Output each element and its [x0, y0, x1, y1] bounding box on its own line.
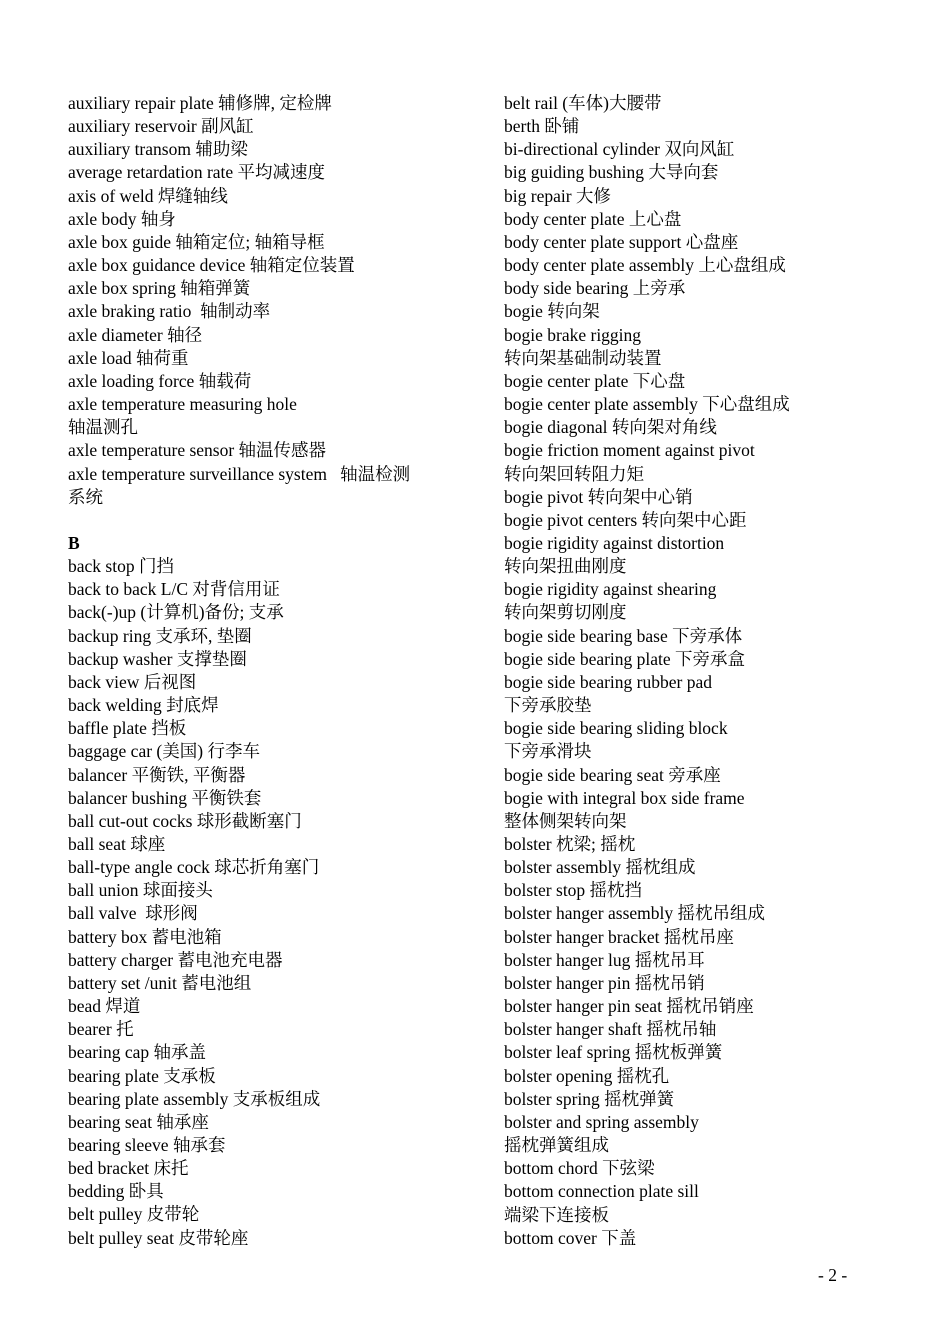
glossary-entry: axle loading force 轴载荷 [68, 370, 252, 391]
glossary-entry: ball cut-out cocks 球形截断塞门 [68, 810, 302, 831]
section-heading: B [68, 532, 80, 553]
glossary-entry: bearing cap 轴承盖 [68, 1042, 207, 1063]
glossary-entry: bogie 转向架 [504, 301, 600, 322]
glossary-entry: bolster hanger shaft 摇枕吊轴 [504, 1019, 717, 1040]
glossary-entry: bolster hanger pin seat 摇枕吊销座 [504, 996, 754, 1017]
glossary-entry: axle box guide 轴箱定位; 轴箱导框 [68, 231, 325, 252]
glossary-entry: bolster hanger bracket 摇枕吊座 [504, 926, 734, 947]
glossary-entry: bogie center plate assembly 下心盘组成 [504, 394, 790, 415]
spacer [68, 509, 448, 532]
glossary-entry: bogie center plate 下心盘 [504, 370, 686, 391]
glossary-entry: axle temperature measuring hole [68, 394, 297, 415]
right-column [504, 92, 894, 1250]
glossary-entry: bolster opening 摇枕孔 [504, 1065, 670, 1086]
glossary-entry: backup ring 支承环, 垫圈 [68, 625, 252, 646]
glossary-entry: bolster 枕梁; 摇枕 [504, 834, 636, 854]
glossary-entry: bogie friction moment against pivot [504, 440, 755, 461]
glossary-entry: battery box 蓄电池箱 [68, 926, 222, 947]
glossary-entry: back welding 封底焊 [68, 695, 219, 716]
glossary-entry: bogie pivot 转向架中心销 [504, 486, 693, 507]
glossary-entry: bolster leaf spring 摇枕板弹簧 [504, 1042, 723, 1063]
glossary-entry: bottom cover 下盖 [504, 1227, 637, 1248]
glossary-entry: bottom chord 下弦梁 [504, 1158, 655, 1179]
glossary-entry: axis of weld 焊缝轴线 [68, 185, 228, 206]
glossary-entry: back(-)up (计算机)备份; 支承 [68, 602, 284, 623]
glossary-entry: auxiliary transom 辅助梁 [68, 139, 248, 160]
glossary-entry: belt pulley 皮带轮 [68, 1204, 200, 1225]
glossary-entry: bearing plate assembly 支承板组成 [68, 1088, 321, 1109]
glossary-entry: body center plate support 心盘座 [504, 231, 739, 252]
glossary-entry: bedding 卧具 [68, 1181, 164, 1202]
glossary-entry: bogie rigidity against distortion [504, 532, 725, 553]
glossary-entry: 轴温测孔 [68, 417, 138, 438]
glossary-entry: body side bearing 上旁承 [504, 278, 686, 299]
glossary-entry: bogie brake rigging [504, 324, 642, 345]
glossary-entry: auxiliary reservoir 副风缸 [68, 116, 254, 137]
glossary-entry: 转向架扭曲刚度 [504, 556, 627, 577]
glossary-entry: bearer 托 [68, 1019, 134, 1040]
glossary-entry: 系统 [68, 486, 103, 507]
glossary-entry: ball union 球面接头 [68, 880, 213, 901]
glossary-entry: big repair 大修 [504, 185, 611, 206]
glossary-entry: bogie pivot centers 转向架中心距 [504, 509, 747, 530]
glossary-entry: backup washer 支撑垫圈 [68, 648, 247, 669]
glossary-entry: belt rail (车体)大腰带 [504, 93, 662, 113]
glossary-entry: bearing plate 支承板 [68, 1065, 216, 1086]
glossary-entry: bearing sleeve 轴承套 [68, 1135, 226, 1156]
glossary-entry: axle load 轴荷重 [68, 347, 189, 368]
glossary-entry: bolster and spring assembly [504, 1111, 699, 1132]
glossary-entry: ball valve 球形阀 [68, 903, 198, 924]
glossary-entry: axle box spring 轴箱弹簧 [68, 278, 251, 299]
glossary-entry: bogie side bearing seat 旁承座 [504, 764, 721, 785]
glossary-entry: axle temperature sensor 轴温传感器 [68, 440, 327, 461]
glossary-entry: axle braking ratio 轴制动率 [68, 301, 271, 322]
glossary-entry: berth 卧铺 [504, 116, 580, 137]
glossary-entry: balancer bushing 平衡铁套 [68, 787, 262, 808]
glossary-entry: 端梁下连接板 [504, 1204, 609, 1225]
glossary-entry: axle box guidance device 轴箱定位装置 [68, 255, 355, 276]
glossary-entry: body center plate 上心盘 [504, 208, 682, 229]
glossary-entry: belt pulley seat 皮带轮座 [68, 1227, 249, 1248]
glossary-entry: bottom connection plate sill [504, 1181, 699, 1202]
glossary-entry: average retardation rate 平均减速度 [68, 162, 326, 183]
glossary-entry: balancer 平衡铁, 平衡器 [68, 764, 246, 785]
glossary-entry: auxiliary repair plate 辅修牌, 定检牌 [68, 93, 332, 113]
glossary-entry: back to back L/C 对背信用证 [68, 579, 280, 600]
glossary-entry: back view 后视图 [68, 671, 197, 692]
glossary-entry: axle body 轴身 [68, 208, 176, 229]
glossary-entry: bolster hanger assembly 摇枕吊组成 [504, 903, 765, 924]
glossary-entry: ball seat 球座 [68, 833, 166, 854]
glossary-entry: bogie with integral box side frame [504, 787, 745, 808]
page-number: - 2 - [818, 1265, 848, 1285]
glossary-entry: bogie rigidity against shearing [504, 579, 717, 600]
glossary-entry: bogie diagonal 转向架对角线 [504, 417, 717, 438]
glossary-entry: body center plate assembly 上心盘组成 [504, 255, 786, 276]
glossary-entry: 转向架基础制动装置 [504, 347, 662, 368]
glossary-entry: bogie side bearing rubber pad [504, 671, 712, 692]
glossary-entry: baggage car (美国) 行李车 [68, 741, 260, 762]
glossary-entry: bead 焊道 [68, 996, 141, 1017]
glossary-entry: bed bracket 床托 [68, 1158, 189, 1179]
glossary-entry: ball-type angle cock 球芯折角塞门 [68, 857, 320, 878]
left-column [68, 92, 448, 1250]
glossary-entry: 转向架回转阻力矩 [504, 463, 644, 484]
glossary-entry: 转向架剪切刚度 [504, 602, 627, 623]
glossary-entry: bolster stop 摇枕挡 [504, 880, 643, 901]
glossary-entry: axle temperature surveillance system 轴温检测 [68, 463, 411, 484]
glossary-entry: bogie side bearing sliding block [504, 718, 728, 739]
glossary-entry: bi-directional cylinder 双向风缸 [504, 139, 735, 160]
glossary-entry: bolster spring 摇枕弹簧 [504, 1088, 675, 1109]
glossary-entry: 摇枕弹簧组成 [504, 1135, 609, 1156]
glossary-entry: baffle plate 挡板 [68, 718, 187, 739]
glossary-entry: big guiding bushing 大导向套 [504, 162, 719, 183]
glossary-entry: bolster assembly 摇枕组成 [504, 857, 696, 878]
glossary-entry: back stop 门挡 [68, 556, 174, 577]
glossary-entry: bolster hanger lug 摇枕吊耳 [504, 949, 705, 970]
glossary-entry: 下旁承滑块 [504, 741, 592, 762]
glossary-entry: battery set /unit 蓄电池组 [68, 972, 252, 993]
glossary-entry: bearing seat 轴承座 [68, 1111, 209, 1132]
glossary-entry: bolster hanger pin 摇枕吊销 [504, 972, 705, 993]
glossary-entry: bogie side bearing plate 下旁承盒 [504, 648, 746, 669]
glossary-entry: bogie side bearing base 下旁承体 [504, 625, 743, 646]
glossary-entry: 整体侧架转向架 [504, 810, 627, 831]
glossary-entry: battery charger 蓄电池充电器 [68, 949, 283, 970]
glossary-entry: axle diameter 轴径 [68, 324, 203, 345]
glossary-entry: 下旁承胶垫 [504, 695, 592, 716]
